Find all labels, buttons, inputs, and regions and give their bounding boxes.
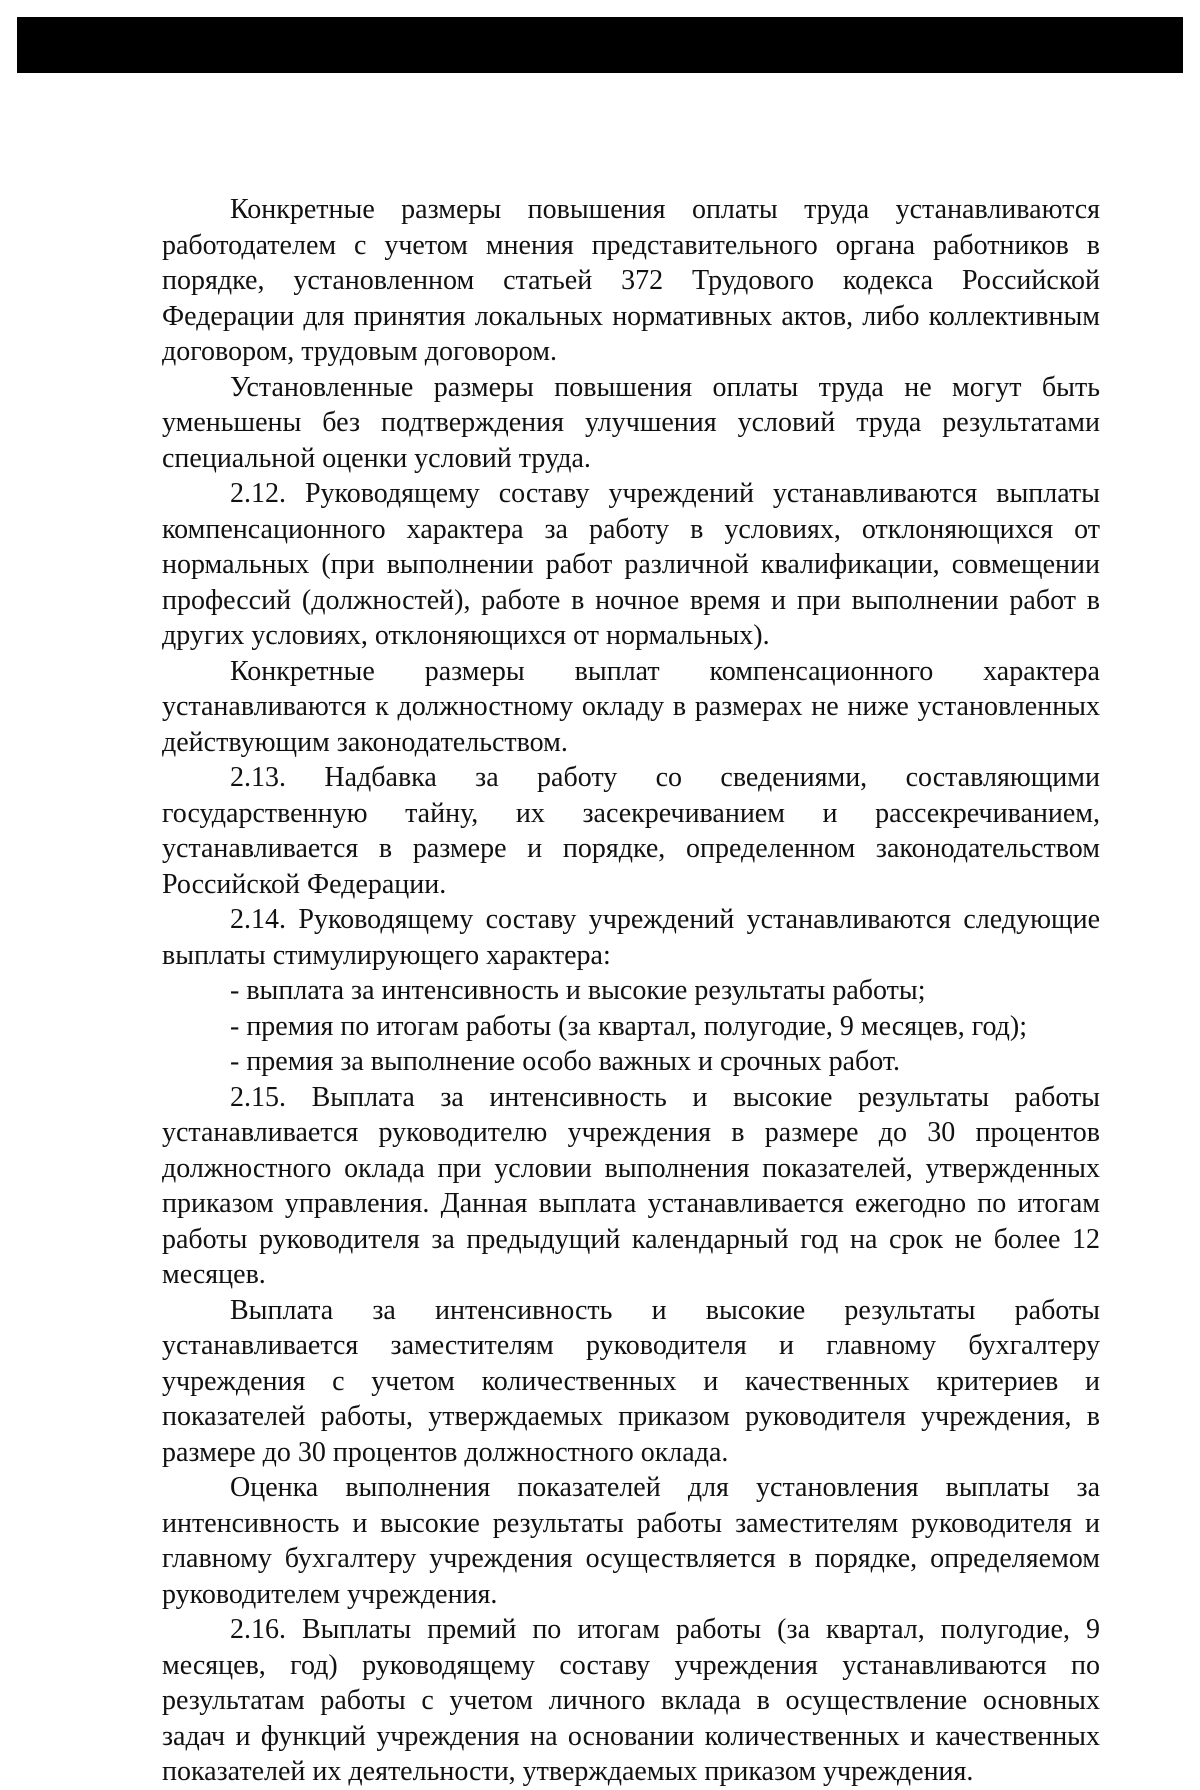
paragraph-2-16: 2.16. Выплаты премий по итогам работы (за квартал, полугодие, 9 месяцев, год) руководящему составу учреждения устанавливаются по результатам работы с учетом личного вклада в осуществление основных задач и функций учреждения на основании количественных и качественных показателей их деятельности, утверждаемых приказом учреждения. [162,1614,1100,1787]
paragraph-established-sizes: Установленные размеры повышения оплаты труда не могут быть уменьшены без подтверждения улучшения условий труда результатами специальной оценки условий труда. [162,371,1100,474]
paragraph-2-12: 2.12. Руководящему составу учреждений устанавливаются выплаты компенсационного характера за работу в условиях, отклоняющихся от нормальных (при выполнении работ различной квалификации, совмещении профессий (должностей), работе в ночное время и при выполнении работ в других условиях, отклоняющихся от нормальных). [162,478,1100,651]
list-item: - премия по итогам работы (за квартал, полугодие, 9 месяцев, год); [230,1010,1028,1042]
paragraph-2-14: 2.14. Руководящему составу учреждений устанавливаются следующие выплаты стимулирующего характера: [162,904,1100,971]
paragraph-deputies-payment: Выплата за интенсивность и высокие результаты работы устанавливается заместителям руководителя и главному бухгалтеру учреждения с учетом количественных и качественных критериев и показателей работы, утверждаемых приказом руководителя учреждения, в размере до 30 процентов должностного оклада. [162,1294,1100,1468]
list-item: - премия за выполнение особо важных и срочных работ. [230,1046,901,1077]
list-item: - выплата за интенсивность и высокие результаты работы; [230,975,926,1006]
document-body [162,192,1100,1790]
paragraph-compensation-sizes: Конкретные размеры выплат компенсационного характера устанавливаются к должностному окладу в размерах не ниже установленных действующим законодательством. [162,655,1100,758]
paragraph-2-15: 2.15. Выплата за интенсивность и высокие результаты работы устанавливается руководителю учреждения в размере до 30 процентов должностного оклада при условии выполнения показателей, утвержденных приказом управления. Данная выплата устанавливается ежегодно по итогам работы руководителя за предыдущий календарный год на срок не более 12 месяцев. [162,1081,1100,1290]
paragraph-evaluation: Оценка выполнения показателей для установления выплаты за интенсивность и высокие результаты работы заместителям руководителя и главному бухгалтеру учреждения осуществляется в порядке, определяемом руководителем учреждения. [162,1472,1100,1610]
paragraph-raise-sizes: Конкретные размеры повышения оплаты труда устанавливаются работодателем с учетом мнения представительного органа работников в порядке, установленном статьей 372 Трудового кодекса Российской Федерации для принятия локальных нормативных актов, либо коллективным договором, трудовым договором. [162,194,1100,367]
paragraph-2-13: 2.13. Надбавка за работу со сведениями, составляющими государственную тайну, их засекречиванием и рассекречиванием, устанавливается в размере и порядке, определенном законодательством Российской Федерации. [162,762,1100,900]
redaction-bar [17,17,1183,73]
